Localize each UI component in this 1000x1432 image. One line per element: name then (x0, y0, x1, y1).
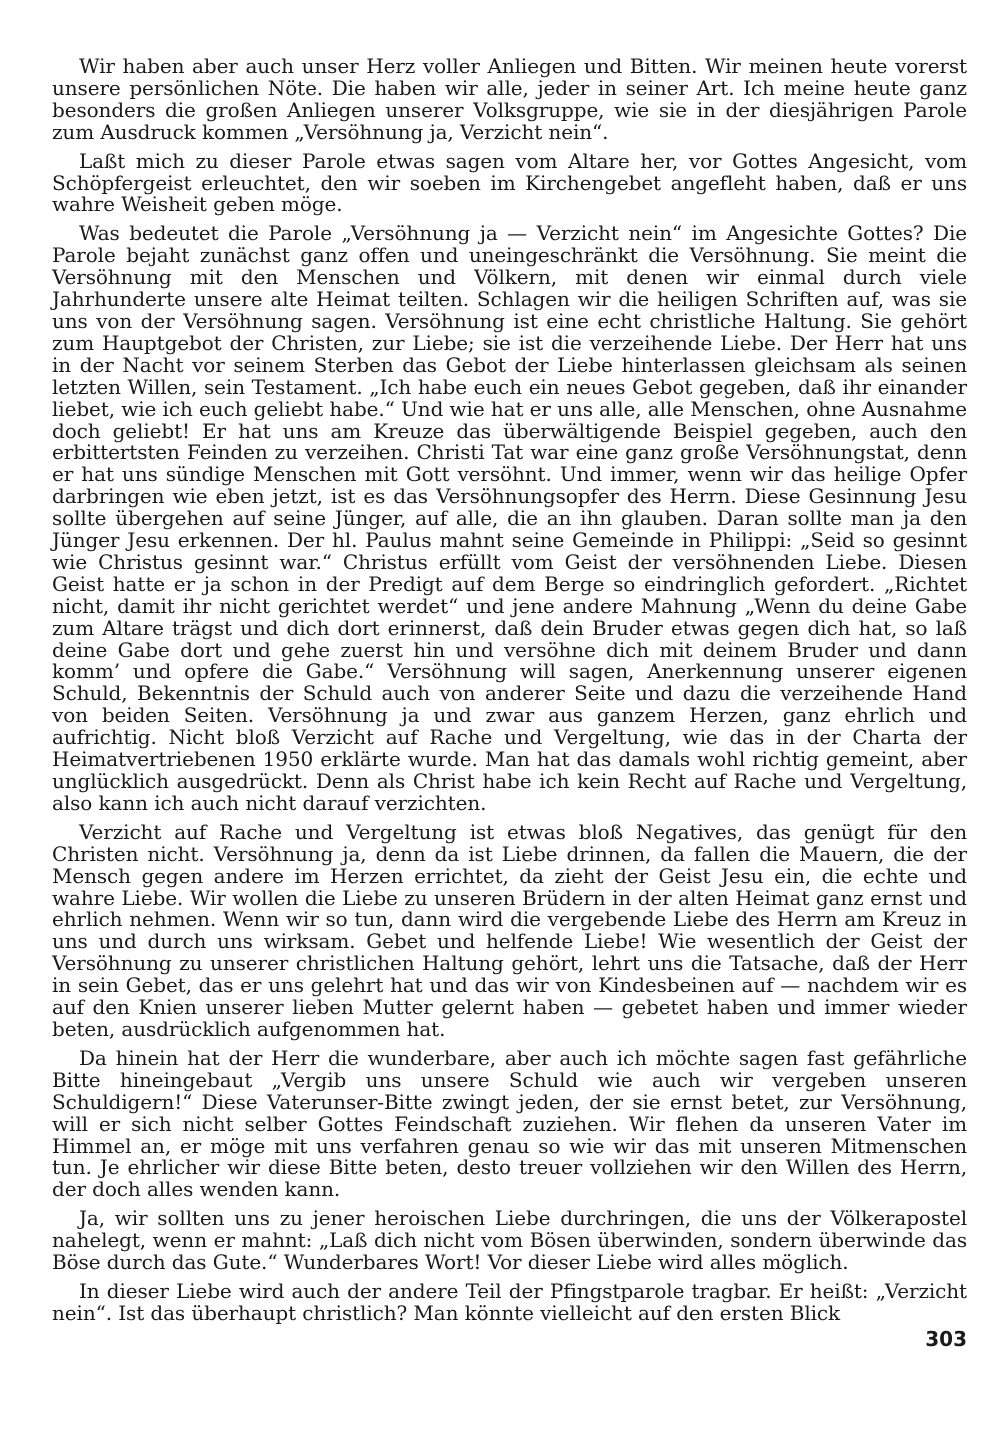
paragraph: Wir haben aber auch unser Herz voller Anliegen und Bitten. Wir meinen heute vorerst unsere persönlichen Nöte. Die haben wir alle, jeder in seiner Art. Ich meine heute ganz besonders die großen Anliegen unserer Volksgruppe, wie sie in der diesjährigen Parole zum Ausdruck kommen „Versöhnung ja, Verzicht nein“. (52, 54, 967, 144)
paragraph: Ja, wir sollten uns zu jener heroischen Liebe durchringen, die uns der Völkerapostel nahelegt, wenn er mahnt: „Laß dich nicht vom Bösen überwinden, sondern überwinde das Böse durch das Gute.“ Wunderbares Wort! Vor dieser Liebe wird alles möglich. (52, 1206, 967, 1275)
paragraph: Da hinein hat der Herr die wunderbare, aber auch ich möchte sagen fast gefährliche Bitte hineingebaut „Vergib uns unsere Schuld wie auch wir vergeben unseren Schuldigern!“ Diese Vaterunser-Bitte zwingt jeden, der sie ernst betet, zur Versöhnung, will er sich nicht selber Gottes Feindschaft zuziehen. Wir flehen da unseren Vater im Himmel an, er möge mit uns verfahren genau so wie wir das mit unseren Mitmenschen tun. Je ehrlicher wir diese Bitte beten, desto treuer vollziehen wir den Willen des Herrn, der doch alles wenden kann. (52, 1045, 967, 1202)
page-number: 303 (925, 1327, 967, 1351)
paragraph: In dieser Liebe wird auch der andere Teil der Pfingstparole tragbar. Er heißt: „Verzicht nein“. Ist das überhaupt christlich? Man könnte vielleicht auf den ersten Blick (52, 1278, 967, 1325)
paragraph: Laßt mich zu dieser Parole etwas sagen vom Altare her, vor Gottes Angesicht, vom Schöpfergeist erleuchtet, den wir soeben im Kirchengebet angefleht haben, daß er uns wahre Weisheit geben möge. (52, 148, 967, 217)
paragraph: Verzicht auf Rache und Vergeltung ist etwas bloß Negatives, das genügt für den Christen nicht. Versöhnung ja, denn da ist Liebe drinnen, da fallen die Mauern, die der Mensch gegen andere im Herzen errichtet, da zieht der Geist Jesu ein, die echte und wahre Liebe. Wir wollen die Liebe zu unseren Brüdern in der alten Heimat ganz ernst und ehrlich nehmen. Wenn wir so tun, dann wird die vergebende Liebe des Herrn am Kreuz in uns und durch uns wirksam. Gebet und helfende Liebe! Wie wesentlich der Geist der Versöhnung zu unserer christlichen Haltung gehört, lehrt uns die Tatsache, daß der Herr in sein Gebet, das er uns gelehrt hat und das wir von Kindesbeinen auf — nachdem wir es auf den Knien unserer lieben Mutter gelernt haben — gebetet haben und immer wieder beten, ausdrücklich aufgenommen hat. (52, 819, 967, 1041)
body-text (52, 56, 967, 1325)
paragraph: Was bedeutet die Parole „Versöhnung ja — Verzicht nein“ im Angesichte Gottes? Die Parole bejaht zunächst ganz offen und uneingeschränkt die Versöhnung. Sie meint die Versöhnung mit den Menschen und Völkern, mit denen wir einmal durch viele Jahrhunderte unsere alte Heimat teilten. Schlagen wir die heiligen Schriften auf, was sie uns von der Versöhnung sagen. Versöhnung ist eine echt christliche Haltung. Sie gehört zum Hauptgebot der Christen, zur Liebe; sie ist die verzeihende Liebe. Der Herr hat uns in der Nacht vor seinem Sterben das Gebot der Liebe hinterlassen gleichsam als seinen letzten Willen, sein Testament. „Ich habe euch ein neues Gebot gegeben, daß ihr einander liebet, wie ich euch geliebt habe.“ Und wie hat er uns alle, alle Menschen, ohne Ausnahme doch geliebt! Er hat uns am Kreuze das überwältigende Beispiel gegeben, auch den erbittertsten Feinden zu verzeihen. Christi Tat war eine ganz große Versöhnungstat, denn er hat uns sündige Menschen mit Gott versöhnt. Und immer, wenn wir das heilige Opfer darbringen wie eben jetzt, ist es das Versöhnungsopfer des Herrn. Diese Gesinnung Jesu sollte übergehen auf seine Jünger, auf alle, die an ihn glauben. Daran sollte man ja den Jünger Jesu erkennen. Der hl. Paulus mahnt seine Gemeinde in Philippi: „Seid so gesinnt wie Christus gesinnt war.“ Christus erfüllt vom Geist der versöhnenden Liebe. Diesen Geist hatte er ja schon in der Predigt auf dem Berge so eindringlich gefordert. „Richtet nicht, damit ihr nicht gerichtet werdet“ und jene andere Mahnung „Wenn du deine Gabe zum Altare trägst und dich dort erinnerst, daß dein Bruder etwas gegen dich hat, so laß deine Gabe dort und gehe zuerst hin und versöhne dich mit deinem Bruder und dann komm’ und opfere die Gabe.“ Versöhnung will sagen, Anerkennung unserer eigenen Schuld, Bekenntnis der Schuld auch von anderer Seite und dazu die verzeihende Hand von beiden Seiten. Versöhnung ja und zwar aus ganzem Herzen, ganz ehrlich und aufrichtig. Nicht bloß Verzicht auf Rache und Vergeltung, wie das in der Charta der Heimatvertriebenen 1950 erklärte wurde. Man hat das damals wohl richtig gemeint, aber unglücklich ausgedrückt. Denn als Christ habe ich kein Recht auf Rache und Vergeltung, also kann ich auch nicht darauf verzichten. (52, 221, 967, 815)
document-page (52, 56, 967, 1416)
